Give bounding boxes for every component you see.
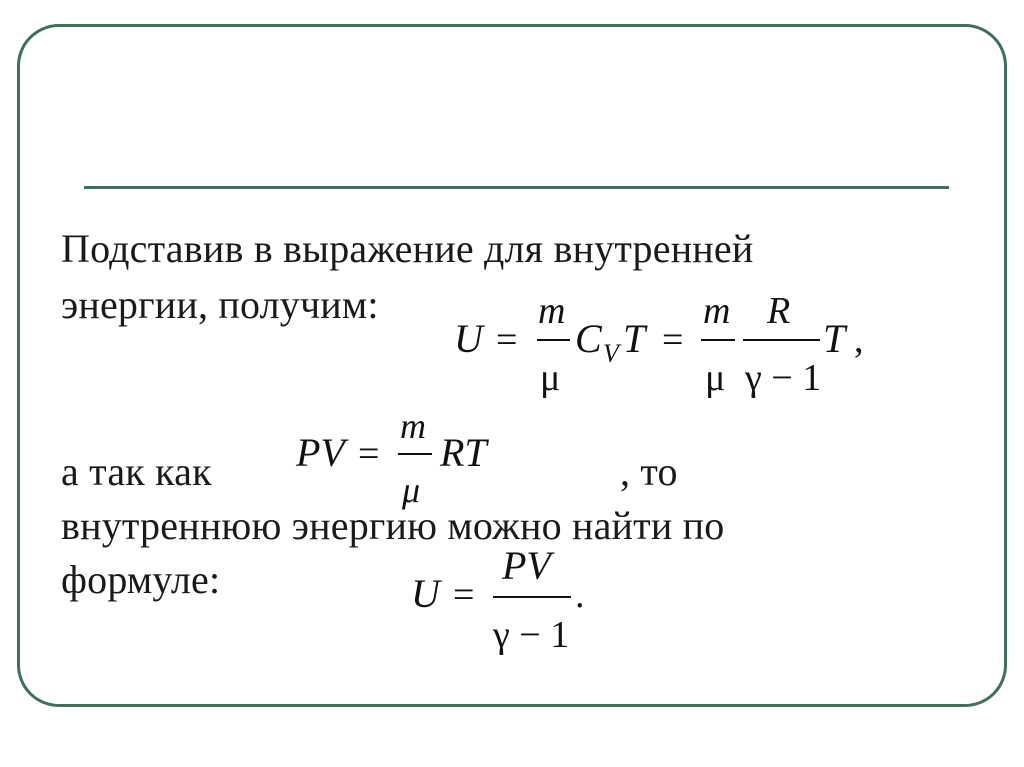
paragraph-2-line-2: внутреннюю энергию можно найти по: [61, 503, 725, 548]
numerator-R: R: [767, 290, 791, 332]
trailing-period: .: [575, 574, 585, 616]
paragraph-2-prefix: а так как: [61, 449, 212, 494]
symbol-equals-4: =: [453, 574, 475, 616]
denominator-mu-2: μ: [705, 357, 726, 399]
symbol-T: T: [623, 316, 646, 361]
numerator-m-2: m: [703, 290, 731, 332]
subscript-V: V: [603, 339, 619, 368]
paragraph-1-line-2: энергии, получим:: [61, 282, 379, 327]
symbol-U: U: [454, 316, 483, 361]
denominator-mu: μ: [540, 357, 561, 399]
symbol-U-2: U: [411, 571, 440, 616]
symbol-equals-3: =: [358, 433, 380, 475]
symbol-PV: PV: [296, 430, 345, 475]
symbol-equals: =: [496, 319, 518, 361]
symbol-T-2: T: [823, 316, 846, 361]
symbol-C: C: [575, 316, 602, 361]
numerator-m: m: [538, 290, 566, 332]
ideal-gas-law-formula: [290, 406, 510, 510]
symbol-equals-2: =: [662, 319, 684, 361]
numerator-PV: PV: [502, 543, 551, 588]
paragraph-2-suffix: , то: [620, 449, 678, 494]
paragraph-1-line-1: Подставив в выражение для внутренней: [61, 226, 754, 271]
internal-energy-formula: [440, 290, 880, 405]
numerator-m-3: m: [400, 406, 426, 446]
trailing-comma: ,: [854, 319, 864, 361]
denominator-mu-3: μ: [402, 470, 421, 510]
paragraph-2-line-3: формуле:: [61, 557, 221, 602]
denominator-gamma-minus-1: γ − 1: [745, 357, 822, 399]
title-divider: [84, 186, 949, 189]
energy-from-pv-formula: [405, 545, 605, 655]
symbol-RT: RT: [440, 430, 487, 475]
denominator-gamma-minus-1-2: γ − 1: [493, 614, 570, 656]
